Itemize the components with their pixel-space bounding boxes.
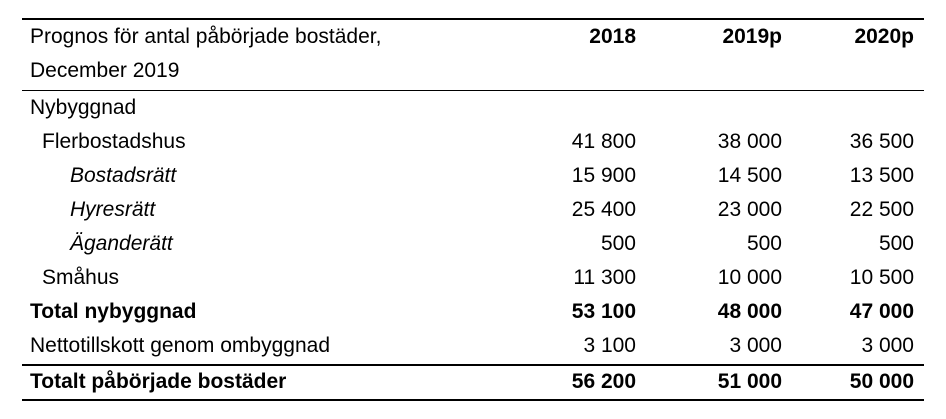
row-label: Äganderätt [70, 232, 173, 255]
row-label: Hyresrätt [70, 198, 156, 221]
value-2020p: 3 000 [861, 334, 914, 357]
row-label: Totalt påbörjade bostäder [30, 370, 287, 393]
value-2020p: 13 500 [849, 164, 914, 187]
value-2020p: 22 500 [849, 198, 914, 221]
value-2020p: 10 500 [849, 266, 914, 289]
value-2019p: 38 000 [717, 130, 782, 153]
row-label: Bostadsrätt [70, 164, 177, 187]
value-2019p: 14 500 [717, 164, 782, 187]
year-header-2018: 2018 [589, 25, 636, 48]
row-label: Småhus [42, 266, 120, 289]
row-label: Nettotillskott genom ombyggnad [30, 334, 330, 357]
value-2019p: 48 000 [717, 300, 782, 323]
value-2018: 11 300 [573, 266, 636, 289]
table-title-line-2: December 2019 [30, 59, 180, 82]
header-row-2 [22, 54, 924, 88]
value-2018: 500 [600, 232, 636, 255]
year-header-2019p: 2019p [722, 25, 782, 48]
value-2019p: 500 [746, 232, 782, 255]
table-row-nybyggnad [22, 91, 924, 125]
table-row-bostadsratt [22, 159, 924, 193]
table-row-hyresratt [22, 193, 924, 227]
table-row-total-nybyggnad [22, 295, 924, 329]
row-label: Total nybyggnad [30, 300, 197, 323]
header-row [22, 20, 924, 54]
table-row-smahus [22, 261, 924, 295]
value-2018: 56 200 [571, 370, 636, 393]
value-2020p: 36 500 [849, 130, 914, 153]
value-2018: 3 100 [583, 334, 636, 357]
bottom-rule [22, 399, 924, 401]
value-2018: 15 900 [571, 164, 636, 187]
table-row-flerbostadshus [22, 125, 924, 159]
value-2018: 53 100 [571, 300, 636, 323]
row-label: Nybyggnad [30, 96, 137, 119]
table-row-totalt [22, 365, 924, 399]
value-2020p: 50 000 [849, 370, 914, 393]
value-2020p: 500 [878, 232, 914, 255]
table-title-line-1: Prognos för antal påbörjade bostäder, [30, 25, 382, 48]
value-2020p: 47 000 [849, 300, 914, 323]
value-2018: 25 400 [571, 198, 636, 221]
table-row-nettotillskott [22, 329, 924, 363]
value-2018: 41 800 [571, 130, 636, 153]
year-header-2020p: 2020p [854, 25, 914, 48]
value-2019p: 23 000 [717, 198, 782, 221]
value-2019p: 51 000 [717, 370, 782, 393]
value-2019p: 3 000 [729, 334, 782, 357]
row-label: Flerbostadshus [42, 130, 186, 153]
table-row-aganderatt [22, 227, 924, 261]
value-2019p: 10 000 [717, 266, 782, 289]
